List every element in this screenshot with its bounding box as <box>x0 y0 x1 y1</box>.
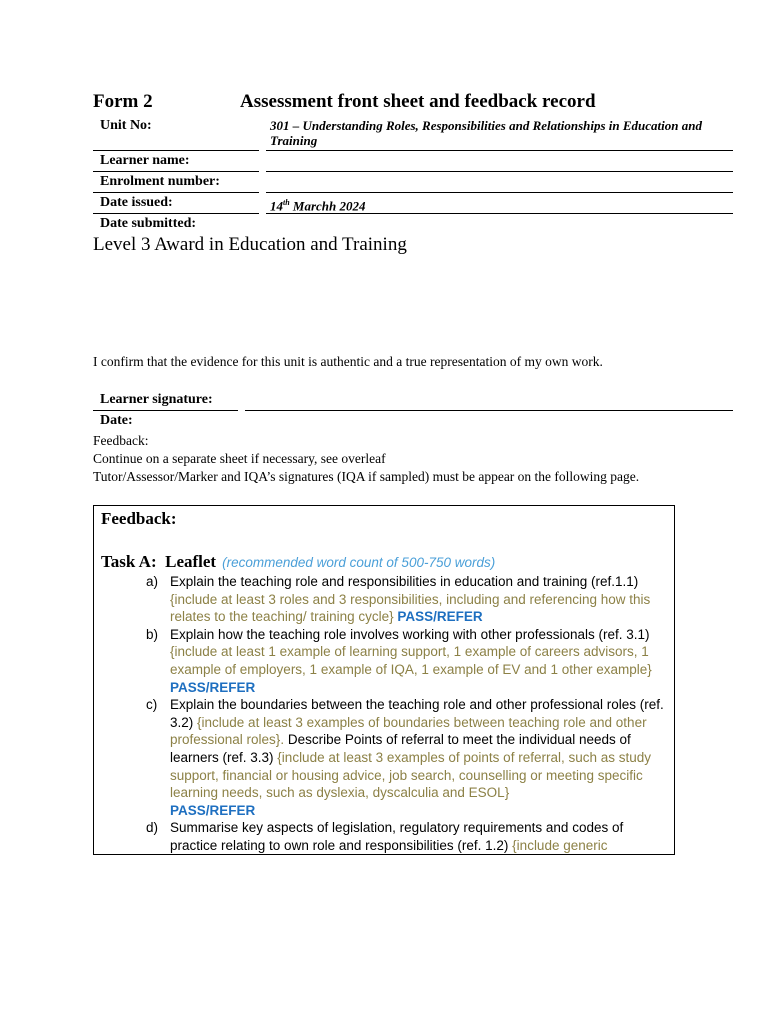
learner-signature-label: Learner signature: <box>100 392 213 407</box>
learner-name-label-line <box>93 171 259 172</box>
learner-name-field-line[interactable] <box>266 171 733 172</box>
feedback-box-title: Feedback: <box>101 509 177 528</box>
confirmation-statement: I confirm that the evidence for this unit is authentic and a true representation of my own work. <box>93 354 603 369</box>
date-issued-field-line <box>266 213 733 214</box>
feedback-note: Feedback: <box>93 433 149 448</box>
task-item-d: d) Summarise key aspects of legislation, regulatory requirements and codes of practice relating to own role and responsibilities (ref. 1.2) {include generic <box>146 820 624 853</box>
signature-label-line <box>93 410 238 411</box>
signature-field-line[interactable] <box>245 410 733 411</box>
continue-note: Continue on a separate sheet if necessary, see overleaf <box>93 451 386 466</box>
award-title: Level 3 Award in Education and Training <box>93 234 407 255</box>
feedback-box <box>93 505 675 855</box>
task-item-b: b) Explain how the teaching role involves working with other professionals (ref. 3.1) {include at least 1 example of learning support, 1 example of careers advisors, 1 example of employers, 1 example of IQA, 1 example of EV and 1 other example} PASS/REFER <box>146 626 652 695</box>
recommended-word-count: (recommended word count of 500-750 words) <box>222 555 496 570</box>
learner-name-label: Learner name: <box>100 153 190 168</box>
date-issued-label: Date issued: <box>100 195 173 210</box>
task-a-title: Task A: Leaflet (recommended word count of 500-750 words) <box>101 552 496 571</box>
date-submitted-label: Date submitted: <box>100 216 197 231</box>
signature-date-label: Date: <box>100 413 133 428</box>
task-item-c: c) Explain the boundaries between the teaching role and other professional roles (ref. 3.2) {include at least 3 examples of boundaries between teaching role and other professional roles}. Describe Points of referral to meet the individual needs of learners (ref. 3.3) {include at least 3 examples of points of referral, such as study support, financial or housing advice, job search, counselling or meeting specific learning needs, such as dyslexia, dyscalculia and ESOL} PASS/REFER <box>146 697 664 818</box>
date-issued-value: 14th Marchh 2024 <box>270 198 366 214</box>
task-item-a: a) Explain the teaching role and responsibilities in education and training (ref.1.1) {include at least 3 roles and 3 responsibilities, including and referencing how this relates to the teaching/ training cycle} PASS/REFER <box>146 574 651 625</box>
pass-refer-c: PASS/REFER <box>170 802 256 818</box>
unit-value-line <box>266 150 733 151</box>
date-issued-label-line <box>93 213 259 214</box>
enrolment-field-line[interactable] <box>266 192 733 193</box>
unit-label-line <box>93 150 259 151</box>
unit-label: Unit No: <box>100 118 152 133</box>
page-title: Assessment front sheet and feedback record <box>240 91 596 112</box>
pass-refer-a: PASS/REFER <box>393 609 483 625</box>
form-number: Form 2 <box>93 91 153 112</box>
enrolment-label: Enrolment number: <box>100 174 220 189</box>
enrolment-label-line <box>93 192 259 193</box>
signatures-note: Tutor/Assessor/Marker and IQA’s signatures (IQA if sampled) must be appear on the following page. <box>93 469 640 484</box>
task-list <box>146 573 666 855</box>
pass-refer-b: PASS/REFER <box>170 679 256 695</box>
unit-value: 301 – Understanding Roles, Responsibilities and Relationships in Education and Training <box>270 118 702 148</box>
